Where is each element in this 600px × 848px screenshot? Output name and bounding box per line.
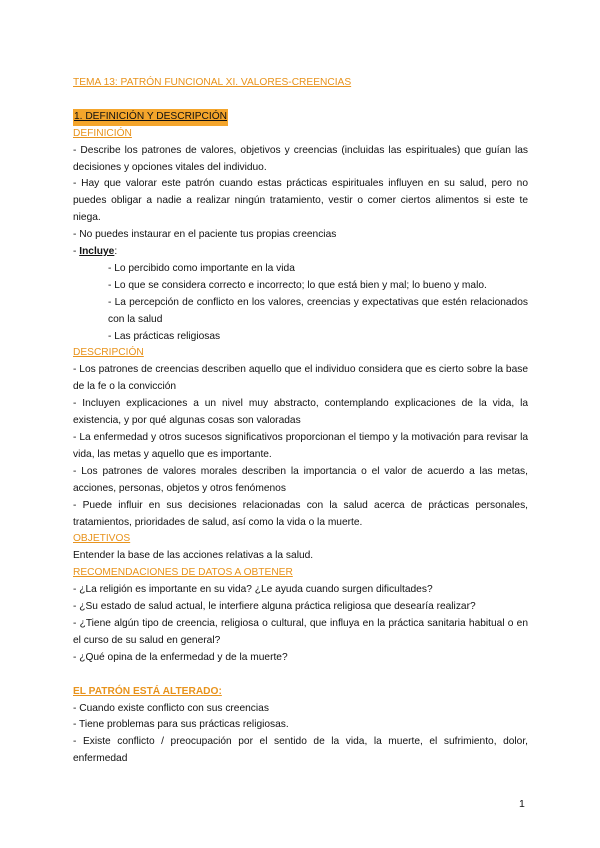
page-number: 1 [519, 798, 525, 810]
document-body [73, 75, 528, 768]
list-item: - Describe los patrones de valores, objetivos y creencias (incluidas las espirituales) que guían las decisiones y opciones vitales del individuo. [73, 144, 528, 173]
list-item: - Tiene problemas para sus prácticas religiosas. [73, 719, 289, 731]
list-item: - Puede influir en sus decisiones relacionadas con la salud acerca de prácticas personales, tratamientos, prioridades de salud, así como la vida o la muerte. [73, 499, 528, 528]
list-item: - Los patrones de creencias describen aquello que el individuo considera que es cierto sobre la base de la fe o la convicción [73, 364, 528, 393]
list-item: - Existe conflicto / preocupación por el sentido de la vida, la muerte, el sufrimiento, dolor, enfermedad [73, 736, 528, 765]
list-item: - No puedes instaurar en el paciente tus propias creencias [73, 229, 337, 241]
list-item: - La enfermedad y otros sucesos significativos proporcionan el tiempo y la motivación para revisar la vida, las metas y aquello que es importante. [73, 432, 528, 460]
list-item: - La percepción de conflicto en los valores, creencias y expectativas que estén relacionados con la salud [108, 296, 528, 325]
incluye-label: Incluye [79, 246, 115, 258]
list-item: - ¿Tiene algún tipo de creencia, religiosa o cultural, que influya en la práctica sanitaria habitual o en el curso de su salud en general? [73, 617, 528, 646]
list-item: - Las prácticas religiosas [108, 330, 221, 342]
document-title: TEMA 13: PATRÓN FUNCIONAL XI. VALORES-CREENCIAS [73, 77, 352, 88]
definicion-heading: DEFINICIÓN [73, 127, 132, 139]
objetivos-text: Entender la base de las acciones relativas a la salud. [73, 550, 314, 562]
list-item: - Los patrones de valores morales describen la importancia o el valor de acuerdo a las metas, acciones, personas, objetos y otros fenómenos [73, 465, 528, 494]
list-item: - Lo percibido como importante en la vida [108, 262, 295, 274]
list-item: - Lo que se considera correcto e incorrecto; lo que está bien y mal; lo bueno y malo. [108, 279, 487, 291]
descripcion-heading: DESCRIPCIÓN [73, 347, 144, 359]
section-heading: 1. DEFINICIÓN Y DESCRIPCIÓN [73, 109, 228, 126]
list-item: - ¿Su estado de salud actual, le interfiere alguna práctica religiosa que desearía realizar? [73, 601, 476, 613]
list-item: - Hay que valorar este patrón cuando estas prácticas espirituales influyen en su salud, pero no puedes obligar a nadie a realizar ningún tratamiento, vestir o comer ciertos alimentos si este te niega. [73, 178, 528, 224]
list-item: - Incluyen explicaciones a un nivel muy abstracto, contemplando explicaciones de la vida, la existencia, y por qué algunas cosas son valoradas [73, 398, 528, 427]
alterado-heading: EL PATRÓN ESTÁ ALTERADO: [73, 685, 222, 697]
list-item: - Cuando existe conflicto con sus creencias [73, 702, 269, 714]
list-item: - ¿Qué opina de la enfermedad y de la muerte? [73, 651, 288, 663]
objetivos-heading: OBJETIVOS [73, 533, 131, 545]
recomendaciones-heading: RECOMENDACIONES DE DATOS A OBTENER [73, 567, 293, 579]
incluye-line: - Incluye: [73, 246, 118, 258]
list-item: - ¿La religión es importante en su vida? ¿Le ayuda cuando surgen dificultades? [73, 584, 433, 596]
incluye-list [73, 261, 528, 346]
